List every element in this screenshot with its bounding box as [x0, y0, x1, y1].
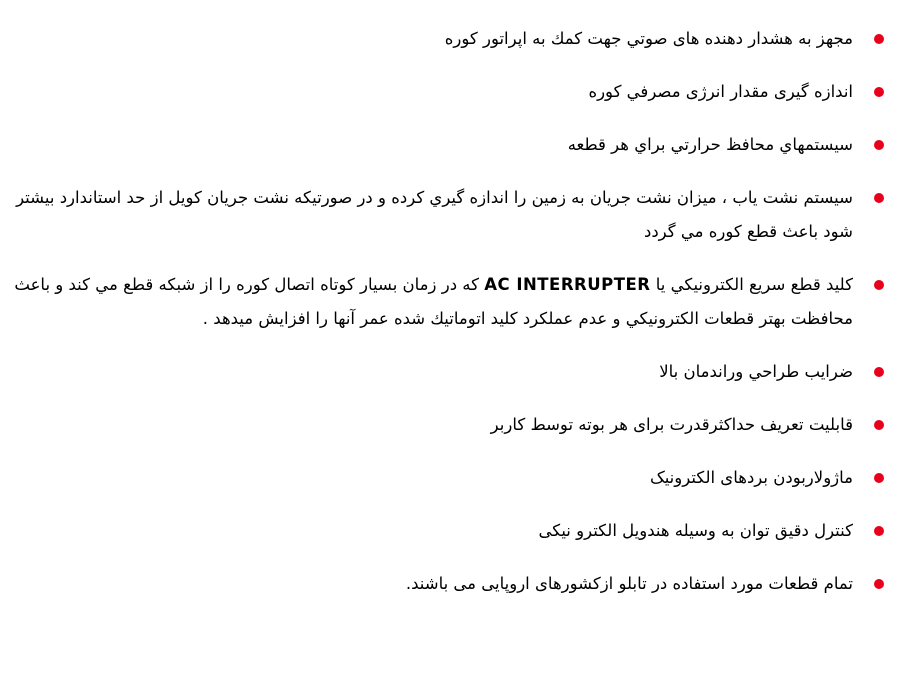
- list-item-text-before: كليد قطع سريع الكترونيكي يا: [650, 275, 853, 294]
- bullet-icon: [874, 34, 884, 44]
- list-item-text: كنترل دقيق توان به وسيله هندويل الكترو نيكی: [538, 521, 853, 540]
- bullet-icon: [874, 367, 884, 377]
- list-item: [0, 461, 887, 495]
- list-item: [0, 181, 887, 249]
- list-item: [0, 75, 887, 109]
- list-item-text-after: كه در زمان بسيار كوتاه اتصال كوره را از شبكه قطع مي كند و باعث: [14, 275, 485, 294]
- interrupter-term: AC INTERRUPTER: [484, 275, 651, 294]
- bullet-icon: [874, 280, 884, 290]
- list-item-text: [0, 268, 853, 302]
- list-item-text: قابليت تعريف حداكثرقدرت برای هر بوته توسط كاربر: [490, 415, 853, 434]
- bullet-icon: [874, 579, 884, 589]
- list-item-text: مجهز به هشدار دهنده های صوتي جهت كمك به اپراتور كوره: [444, 29, 853, 48]
- list-item-text: ضرايب طراحي وراندمان بالا: [659, 362, 853, 381]
- bullet-icon: [874, 140, 884, 150]
- list-item: [0, 355, 887, 389]
- list-item-text: ماژولاربودن بردهای الكترونيک: [649, 468, 853, 487]
- list-item-text-continued: شود باعث قطع كوره مي گردد: [643, 222, 853, 241]
- list-item-text: سيستم نشت ياب ، ميزان نشت جريان به زمين را اندازه گيري كرده و در صورتيكه نشت جريان كويل از حد استاندارد بيشتر: [16, 188, 853, 207]
- list-item: [0, 408, 887, 442]
- bullet-icon: [874, 473, 884, 483]
- list-item-text: اندازه گيری مقدار انرژی مصرفي كوره: [588, 82, 853, 101]
- list-item: [0, 22, 887, 56]
- list-item-text: تمام قطعات مورد استفاده در تابلو ازكشورهای اروپايی می باشند.: [405, 574, 853, 593]
- bullet-icon: [874, 526, 884, 536]
- list-item: [0, 567, 887, 601]
- bullet-icon: [874, 87, 884, 97]
- bullet-icon: [874, 193, 884, 203]
- list-item-text-continued: محافظت بهتر قطعات الكترونيكي و عدم عملكرد كليد اتوماتيك شده عمر آنها را افزايش ميدهد .: [202, 309, 853, 328]
- feature-list: [0, 22, 887, 620]
- list-item: [0, 514, 887, 548]
- list-item-text: سيستمهاي محافظ حرارتي براي هر قطعه: [567, 135, 853, 154]
- list-item: [0, 128, 887, 162]
- bullet-icon: [874, 420, 884, 430]
- list-item: [0, 268, 887, 336]
